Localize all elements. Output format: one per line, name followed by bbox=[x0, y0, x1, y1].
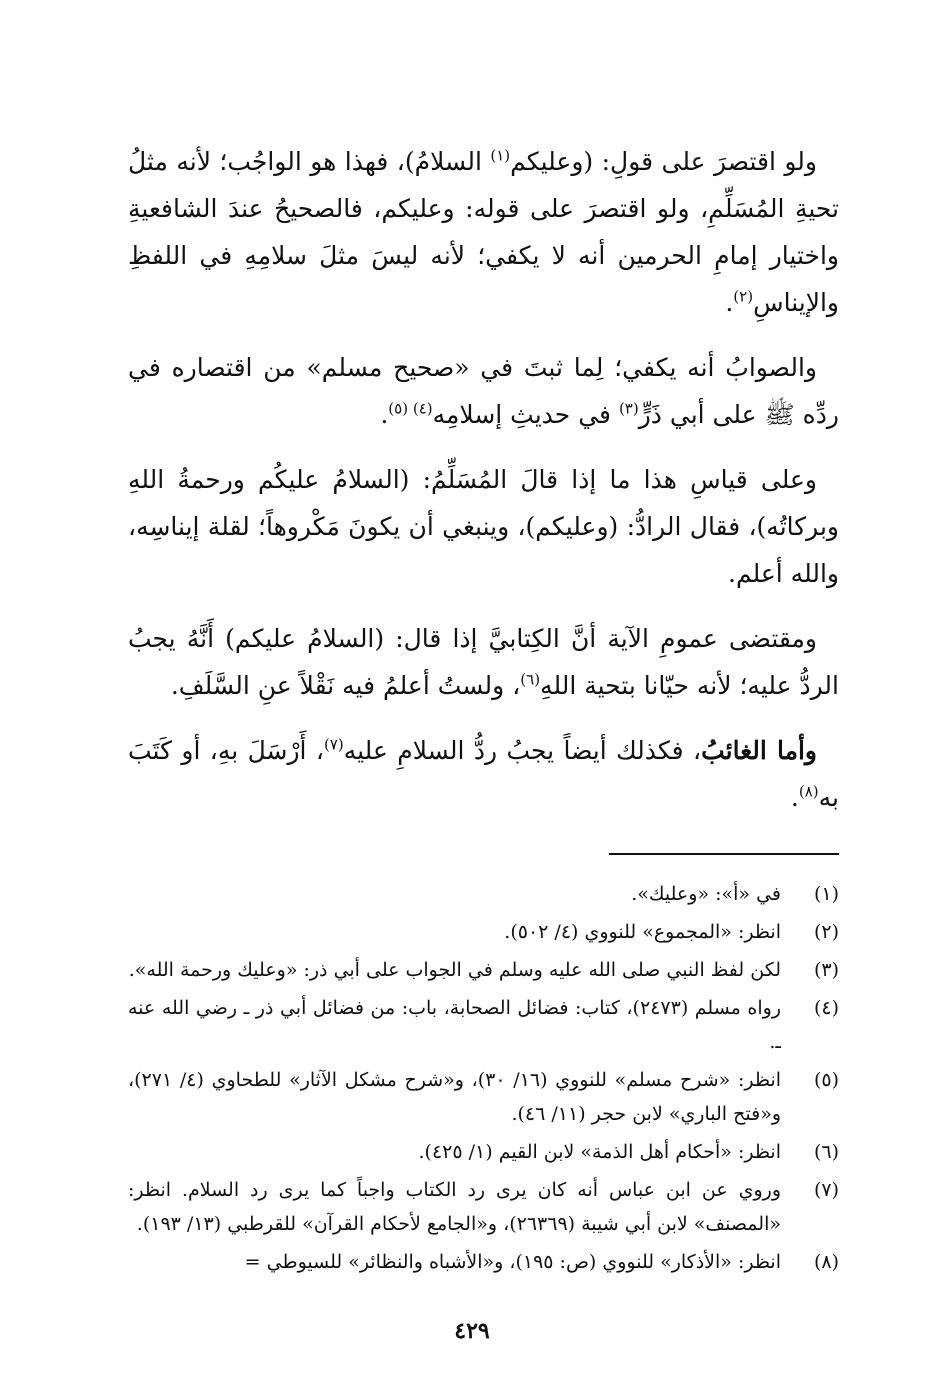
footnote-marker: (٣) bbox=[618, 399, 639, 418]
text-run: ، أَرْسَلَ بهِ، أو كَتَبَ به bbox=[128, 736, 839, 812]
footnote bbox=[128, 953, 839, 987]
footnote-number: (٦) bbox=[813, 1141, 839, 1163]
footnote-text: في «أ»: «وعليك». bbox=[631, 883, 781, 905]
footnote-number: (١) bbox=[813, 883, 839, 905]
footnote-number: (٥) bbox=[813, 1069, 839, 1091]
footnote-marker: (٢) bbox=[733, 287, 754, 306]
footnote-text: انظر: «شرح مسلم» للنووي (١٦/ ٣٠)، و«شرح مشكل الآثار» للطحاوي (٤/ ٢٧١)، و«فتح الباري» لابن حجر (١١/ ٤٦). bbox=[128, 1069, 782, 1125]
paragraph bbox=[128, 138, 839, 326]
text-run: ولو اقتصرَ على قولِ: (وعليكم bbox=[510, 147, 817, 176]
footnote-text: انظر: «المجموع» للنووي (٤/ ٥٠٢). bbox=[504, 921, 781, 943]
text-run: . bbox=[790, 783, 799, 812]
footnote-number: (٣) bbox=[813, 959, 839, 981]
main-text bbox=[128, 138, 839, 821]
bold-text: وأما الغائبُ bbox=[701, 736, 817, 765]
footnote-marker: (٧) bbox=[323, 735, 344, 754]
text-run: . bbox=[380, 400, 389, 429]
footnote-marker: (٦) bbox=[520, 670, 541, 689]
footnote-number: (٨) bbox=[813, 1251, 839, 1273]
footnote bbox=[128, 1135, 839, 1169]
paragraph bbox=[128, 456, 839, 597]
text-run: ومقتضى عمومِ الآية أنَّ الكِتابيَّ إذا قال: (السلامُ عليكم) أَنَّهُ يجبُ الردُّ عليه؛ لأنه حيّانا بتحية اللهِ bbox=[128, 624, 839, 700]
footnote bbox=[128, 1245, 839, 1279]
text-run: ، ولستُ أعلمُ فيه نَقْلاً عنِ السَّلَفِ. bbox=[170, 671, 521, 700]
page-number: ٤٢٩ bbox=[454, 1318, 490, 1344]
footnote-number: (٤) bbox=[813, 997, 839, 1019]
footnote-separator bbox=[609, 853, 839, 855]
footnote bbox=[128, 877, 839, 911]
footnote bbox=[128, 915, 839, 949]
text-run: في حديثِ إسلامِه bbox=[432, 400, 619, 429]
text-run: السلامُ)، فهذا هو الواجُب؛ لأنه مثلُ تحيةِ المُسَلِّمِ، ولو اقتصرَ على قوله: وعليكم، فالصحيحُ عندَ الشافعيةِ واختيار إمامِ الحرمين أنه لا يكفي؛ لأنه ليسَ مثلَ سلامِهِ في اللفظِ والإيناسِ bbox=[128, 147, 839, 317]
paragraph bbox=[128, 727, 839, 821]
footnote-marker: (١) bbox=[490, 146, 511, 165]
text-run: ، فكذلك أيضاً يجبُ ردُّ السلامِ عليه bbox=[343, 736, 702, 765]
text-run: والصوابُ أنه يكفي؛ لِما ثبتَ في «صحيح مسلم» من اقتصاره في ردِّه ﷺ على أبي ذَرٍّ bbox=[128, 353, 839, 429]
text-run: وعلى قياسِ هذا ما إذا قالَ المُسَلِّمُ: (السلامُ عليكُم ورحمةُ اللهِ وبركاتُه)، فقال الرادُّ: (وعليكم)، وينبغي أن يكونَ مَكْروهاً؛ لقلة إيناسِه، والله أعلم. bbox=[128, 465, 839, 588]
footnote-text: انظر: «الأذكار» للنووي (ص: ١٩٥)، و«الأشباه والنظائر» للسيوطي = bbox=[244, 1251, 781, 1273]
paragraph bbox=[128, 344, 839, 438]
footnote-number: (٢) bbox=[813, 921, 839, 943]
footnote-text: وروي عن ابن عباس أنه كان يرى رد الكتاب واجباً كما يرى رد السلام. انظر: «المصنف» لابن أبي شيبة (٢٦٣٦٩)، و«الجامع لأحكام القرآن» للقرطبي (١٣/ ١٩٣). bbox=[128, 1179, 781, 1235]
footnotes bbox=[128, 877, 839, 1279]
footnote-number: (٧) bbox=[813, 1179, 839, 1201]
footnote bbox=[128, 1173, 839, 1241]
footnote-text: لكن لفظ النبي صلى الله عليه وسلم في الجواب على أبي ذر: «وعليك ورحمة الله». bbox=[128, 959, 781, 981]
footnote-text: رواه مسلم (٢٤٧٣)، كتاب: فضائل الصحابة، باب: من فضائل أبي ذر ـ رضي الله عنه ـ. bbox=[128, 997, 781, 1053]
text-run: . bbox=[725, 288, 734, 317]
footnote bbox=[128, 1063, 839, 1131]
footnote-marker: (٤) (٥) bbox=[388, 399, 433, 418]
paragraph bbox=[128, 615, 839, 709]
footnote-text: انظر: «أحكام أهل الذمة» لابن القيم (١/ ٤٢٥). bbox=[418, 1141, 781, 1163]
footnote bbox=[128, 991, 839, 1059]
footnote-marker: (٨) bbox=[798, 782, 819, 801]
